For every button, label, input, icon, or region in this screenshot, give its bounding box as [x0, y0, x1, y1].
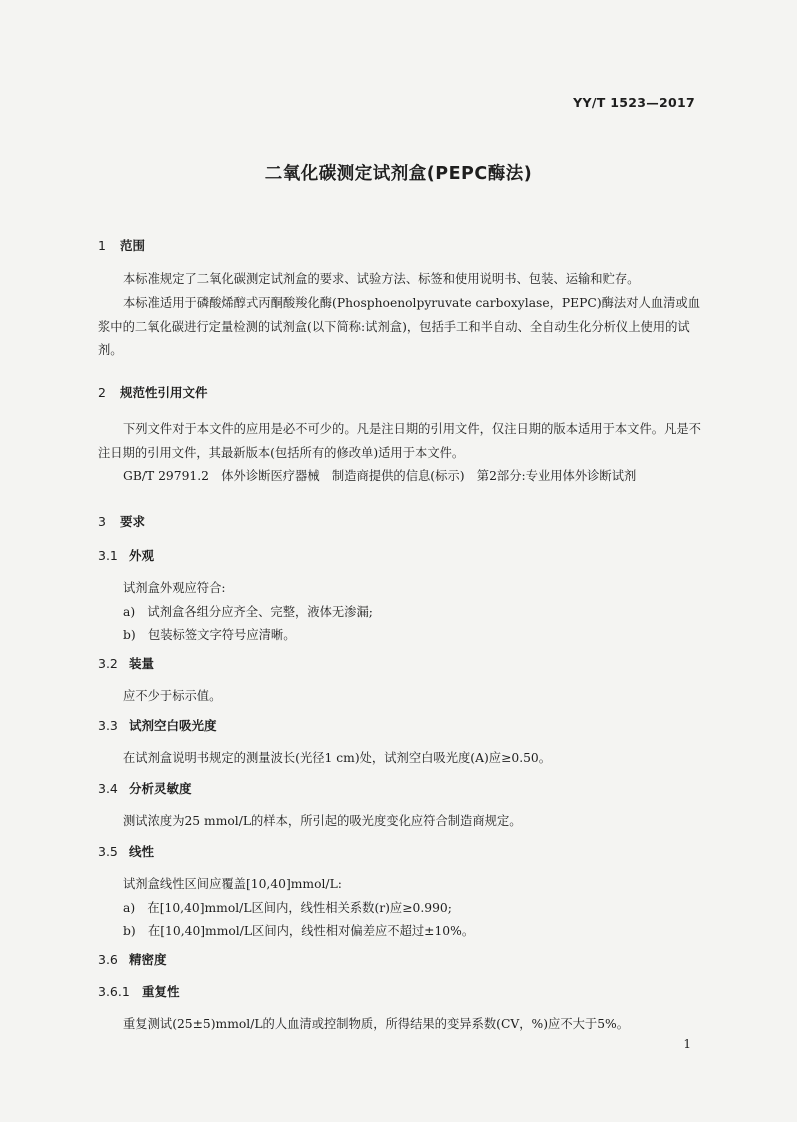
section-heading-1: 1 范围	[98, 238, 146, 253]
paragraph-references: 下列文件对于本文件的应用是必不可少的。凡是注日期的引用文件，仅注日期的版本适用于本文件。凡是不注日期的引用文件，其最新版本(包括所有的修改单)适用于本文件。	[98, 422, 701, 460]
blank-absorbance-text: 在试剂盒说明书规定的测量波长(光径1 cm)处，试剂空白吸光度(A)应≥0.50。	[123, 751, 552, 765]
appearance-intro: 试剂盒外观应符合:	[123, 581, 226, 595]
section-heading-3-4: 3.4 分析灵敏度	[98, 781, 192, 796]
linearity-item-b: b) 在[10,40]mmol/L区间内，线性相对偏差应不超过±10%。	[123, 924, 475, 938]
paragraph-scope-2: 本标准适用于磷酸烯醇式丙酮酸羧化酶(Phosphoenolpyruvate carboxylase，PEPC)酶法对人血清或血浆中的二氧化碳进行定量检测的试剂盒(以下简称:试剂盒)，包括手工和半自动、全自动生化分析仪上使用的试剂。	[98, 296, 701, 357]
repeatability-text: 重复测试(25±5)mmol/L的人血清或控制物质，所得结果的变异系数(CV，%)应不大于5%。	[123, 1017, 630, 1031]
page-number: 1	[683, 1037, 691, 1051]
document-title: 二氧化碳测定试剂盒(PEPC酶法)	[264, 164, 533, 184]
sensitivity-text: 测试浓度为25 mmol/L的样本，所引起的吸光度变化应符合制造商规定。	[123, 814, 522, 828]
section-heading-3-6-1: 3.6.1 重复性	[98, 984, 180, 999]
appearance-item-b: b) 包装标签文字符号应清晰。	[123, 628, 296, 642]
paragraph-scope-1: 本标准规定了二氧化碳测定试剂盒的要求、试验方法、标签和使用说明书、包装、运输和贮存。	[123, 272, 640, 286]
section-heading-3-2: 3.2 装量	[98, 656, 155, 671]
linearity-intro: 试剂盒线性区间应覆盖[10,40]mmol/L:	[123, 877, 342, 891]
volume-text: 应不少于标示值。	[123, 689, 222, 703]
appearance-item-a: a) 试剂盒各组分应齐全、完整，液体无渗漏;	[123, 605, 373, 619]
section-heading-3-5: 3.5 线性	[98, 844, 155, 859]
section-heading-3-6: 3.6 精密度	[98, 952, 167, 967]
section-heading-3: 3 要求	[98, 514, 146, 529]
section-heading-2: 2 规范性引用文件	[98, 385, 208, 400]
reference-item: GB/T 29791.2 体外诊断医疗器械 制造商提供的信息(标示) 第2部分:专业用体外诊断试剂	[123, 469, 637, 483]
section-heading-3-1: 3.1 外观	[98, 548, 155, 563]
section-heading-3-3: 3.3 试剂空白吸光度	[98, 718, 217, 733]
linearity-item-a: a) 在[10,40]mmol/L区间内，线性相关系数(r)应≥0.990;	[123, 901, 452, 915]
document-code: YY/T 1523—2017	[573, 95, 695, 110]
